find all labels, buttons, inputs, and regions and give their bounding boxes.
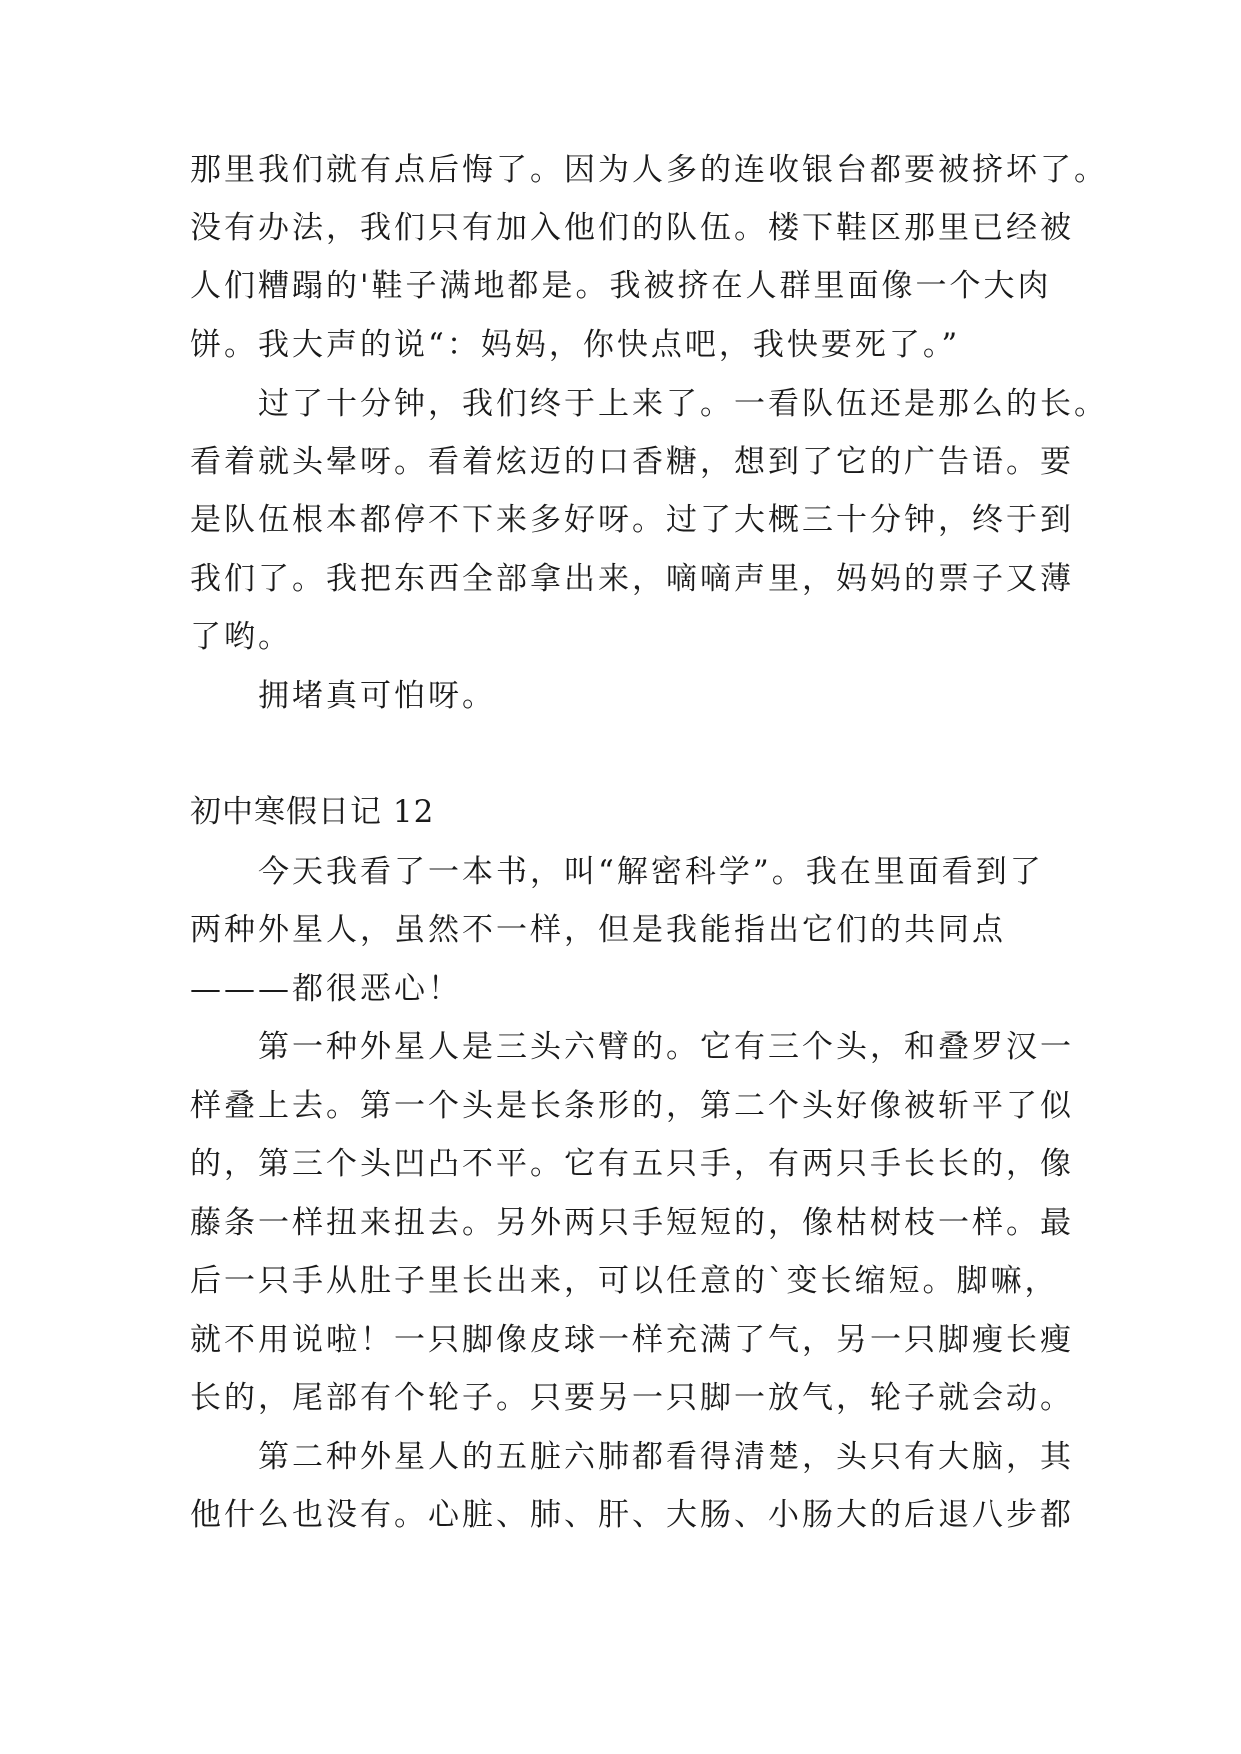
text-line: 就不用说啦！一只脚像皮球一样充满了气，另一只脚瘦长瘦 xyxy=(190,1322,1074,1358)
text-line: 藤条一样扭来扭去。另外两只手短短的，像枯树枝一样。最 xyxy=(190,1205,1074,1241)
text-line: 过了十分钟，我们终于上来了。一看队伍还是那么的长。 xyxy=(258,386,1108,422)
text-line: 第一种外星人是三头六臂的。它有三个头，和叠罗汉一 xyxy=(258,1029,1074,1065)
text-line: 第二种外星人的五脏六肺都看得清楚，头只有大脑，其 xyxy=(258,1439,1074,1475)
section-heading: 初中寒假日记 12 xyxy=(190,794,435,830)
text-line: 我们了。我把东西全部拿出来，嘀嘀声里，妈妈的票子又薄 xyxy=(190,561,1074,597)
text-line: 看着就头晕呀。看着炫迈的口香糖，想到了它的广告语。要 xyxy=(190,444,1074,480)
text-line: 人们糟蹋的'鞋子满地都是。我被挤在人群里面像一个大肉 xyxy=(190,268,1052,304)
text-line: 后一只手从肚子里长出来，可以任意的`变长缩短。脚嘛， xyxy=(190,1263,1059,1299)
text-line: 今天我看了一本书，叫“解密科学”。我在里面看到了 xyxy=(258,854,1044,890)
text-line: 饼。我大声的说“：妈妈，你快点吧，我快要死了。” xyxy=(190,327,961,363)
text-line: 那里我们就有点后悔了。因为人多的连收银台都要被挤坏了。 xyxy=(190,152,1108,188)
text-line: 拥堵真可怕呀。 xyxy=(258,678,496,714)
text-line: 了哟。 xyxy=(190,619,292,655)
text-line: ———都很恶心！ xyxy=(190,971,462,1007)
text-line: 样叠上去。第一个头是长条形的，第二个头好像被斩平了似 xyxy=(190,1088,1074,1124)
text-line: 两种外星人，虽然不一样，但是我能指出它们的共同点 xyxy=(190,912,1006,948)
text-line: 的，第三个头凹凸不平。它有五只手，有两只手长长的，像 xyxy=(190,1146,1074,1182)
text-line: 没有办法，我们只有加入他们的队伍。楼下鞋区那里已经被 xyxy=(190,210,1074,246)
text-line: 是队伍根本都停不下来多好呀。过了大概三十分钟，终于到 xyxy=(190,502,1074,538)
text-line: 长的，尾部有个轮子。只要另一只脚一放气，轮子就会动。 xyxy=(190,1380,1074,1416)
text-line: 他什么也没有。心脏、肺、肝、大肠、小肠大的后退八步都 xyxy=(190,1497,1074,1533)
